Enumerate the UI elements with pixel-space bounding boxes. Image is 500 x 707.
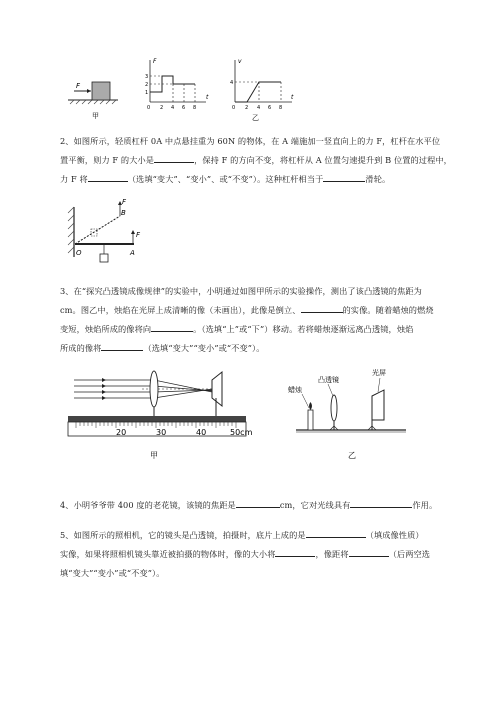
graph1-ytick: 1 (145, 90, 149, 96)
caption-right: 乙 (348, 451, 356, 460)
answer-blank[interactable] (236, 498, 280, 508)
question-3 (60, 282, 462, 358)
caption-left: 甲 (150, 451, 158, 460)
question-4 (60, 496, 462, 515)
caption-left: 甲 (92, 112, 99, 120)
weight-box (100, 254, 108, 262)
graph2-xlabel: t (291, 94, 294, 101)
graph1-xtick: 6 (182, 105, 186, 111)
question-2 (60, 132, 462, 189)
ruler-label: 20 (116, 428, 127, 437)
q5-line-1: 5、如图所示的照相机，它的镜头是凸透镜，拍摄时，底片上成的是 （填成像性质） (60, 530, 424, 540)
q2-line-1: 2、如图所示，轻质杠杆 0A 中点悬挂重为 60N 的物体，在 A 端施加一竖直向上的力 F，杠杆在水平位 (60, 136, 441, 146)
ruler-label: 40 (196, 428, 207, 437)
ruler-label: 50cm (230, 428, 253, 437)
graph2-xtick: 4 (257, 105, 261, 111)
screen-label: 光屏 (372, 369, 386, 377)
graph2-ytick: 4 (230, 80, 234, 86)
point-A-label: A (130, 249, 135, 257)
imaging-setup (296, 378, 406, 432)
graph1-xlabel: t (206, 94, 209, 101)
q2-line-3: 力 F 将 （选填“变大”、“变小”、或“不变”）。这种杠杆相当于 滑轮。 (60, 174, 391, 184)
q3-line-2: cm。图乙中，烛焰在光屏上成清晰的像（未画出），此像是倒立、 的实像。随着蜡烛的燃烧 (60, 305, 434, 315)
caption-right: 乙 (252, 114, 259, 122)
candle-label: 蜡烛 (288, 386, 302, 394)
ruler-label: 30 (156, 428, 167, 437)
convex-lens (150, 371, 158, 407)
graph1-xtick: 0 (147, 105, 151, 111)
answer-blank[interactable] (275, 547, 315, 557)
answer-blank[interactable] (88, 172, 128, 182)
answer-blank[interactable] (306, 528, 366, 538)
answer-blank[interactable] (323, 172, 365, 182)
graph2-xtick: 6 (268, 105, 272, 111)
force-label-right: F (136, 231, 141, 239)
graph-force-time (150, 60, 206, 102)
q3-line-4: 所成的像将 （选填“变大”“变小”或“不变”）。 (60, 343, 265, 353)
graph2-ylabel: v (238, 58, 242, 65)
q5-line-2: 实像，如果将照相机镜头靠近被拍摄的物体时，像的大小将 ，像距将 （后两空选 (60, 549, 431, 559)
light-screen (212, 372, 222, 406)
answer-blank[interactable] (154, 153, 194, 163)
answer-blank[interactable] (101, 341, 143, 351)
graph2-xtick: 2 (245, 105, 249, 111)
answer-blank[interactable] (151, 322, 193, 332)
graph1-xtick: 8 (193, 105, 197, 111)
figure-motion-graphs (60, 52, 300, 124)
point-B-label: B (121, 209, 126, 217)
lens-label: 凸透镜 (318, 376, 339, 384)
question-5 (60, 526, 462, 583)
graph2-xtick: 8 (279, 105, 283, 111)
graph1-xtick: 2 (160, 105, 164, 111)
graph2-xtick: 0 (232, 105, 236, 111)
answer-blank[interactable] (301, 303, 343, 313)
q5-line-3: 填“变大”“变小”或“不变”）。 (60, 568, 165, 578)
answer-blank[interactable] (349, 547, 389, 557)
graph1-ylabel: F (153, 58, 157, 65)
q3-line-3: 变短，烛焰所成的像将向 。（选填“上”或“下”）移动。若将蜡烛逐渐远离凸透镜，烛焰 (60, 324, 414, 334)
figure-optics (62, 358, 422, 464)
focal-length-setup (74, 378, 222, 400)
figure-lever (62, 195, 152, 267)
q2-line-2: 置平衡，则力 F 的大小是 ，保持 F 的方向不变，将杠杆从 A 位置匀速提升到 B 位置的过程中， (60, 155, 452, 165)
graph-velocity-time (235, 60, 292, 102)
force-label-top: F (122, 198, 127, 206)
q3-line-1: 3、在“探究凸透镜成像规律”的实验中，小明通过如图甲所示的实验操作，测出了该凸透镜的焦距为 (60, 286, 422, 296)
graph1-ytick: 3 (145, 74, 149, 80)
point-O-label: O (76, 249, 82, 257)
graph1-xtick: 4 (171, 105, 175, 111)
graph1-ytick: 2 (145, 82, 149, 88)
q4-line-1: 4、小明爷爷带 400 度的老花镜，该镜的焦距是 cm，它对光线具有 作用。 (60, 500, 438, 510)
answer-blank[interactable] (350, 498, 412, 508)
force-label: F (76, 82, 81, 90)
